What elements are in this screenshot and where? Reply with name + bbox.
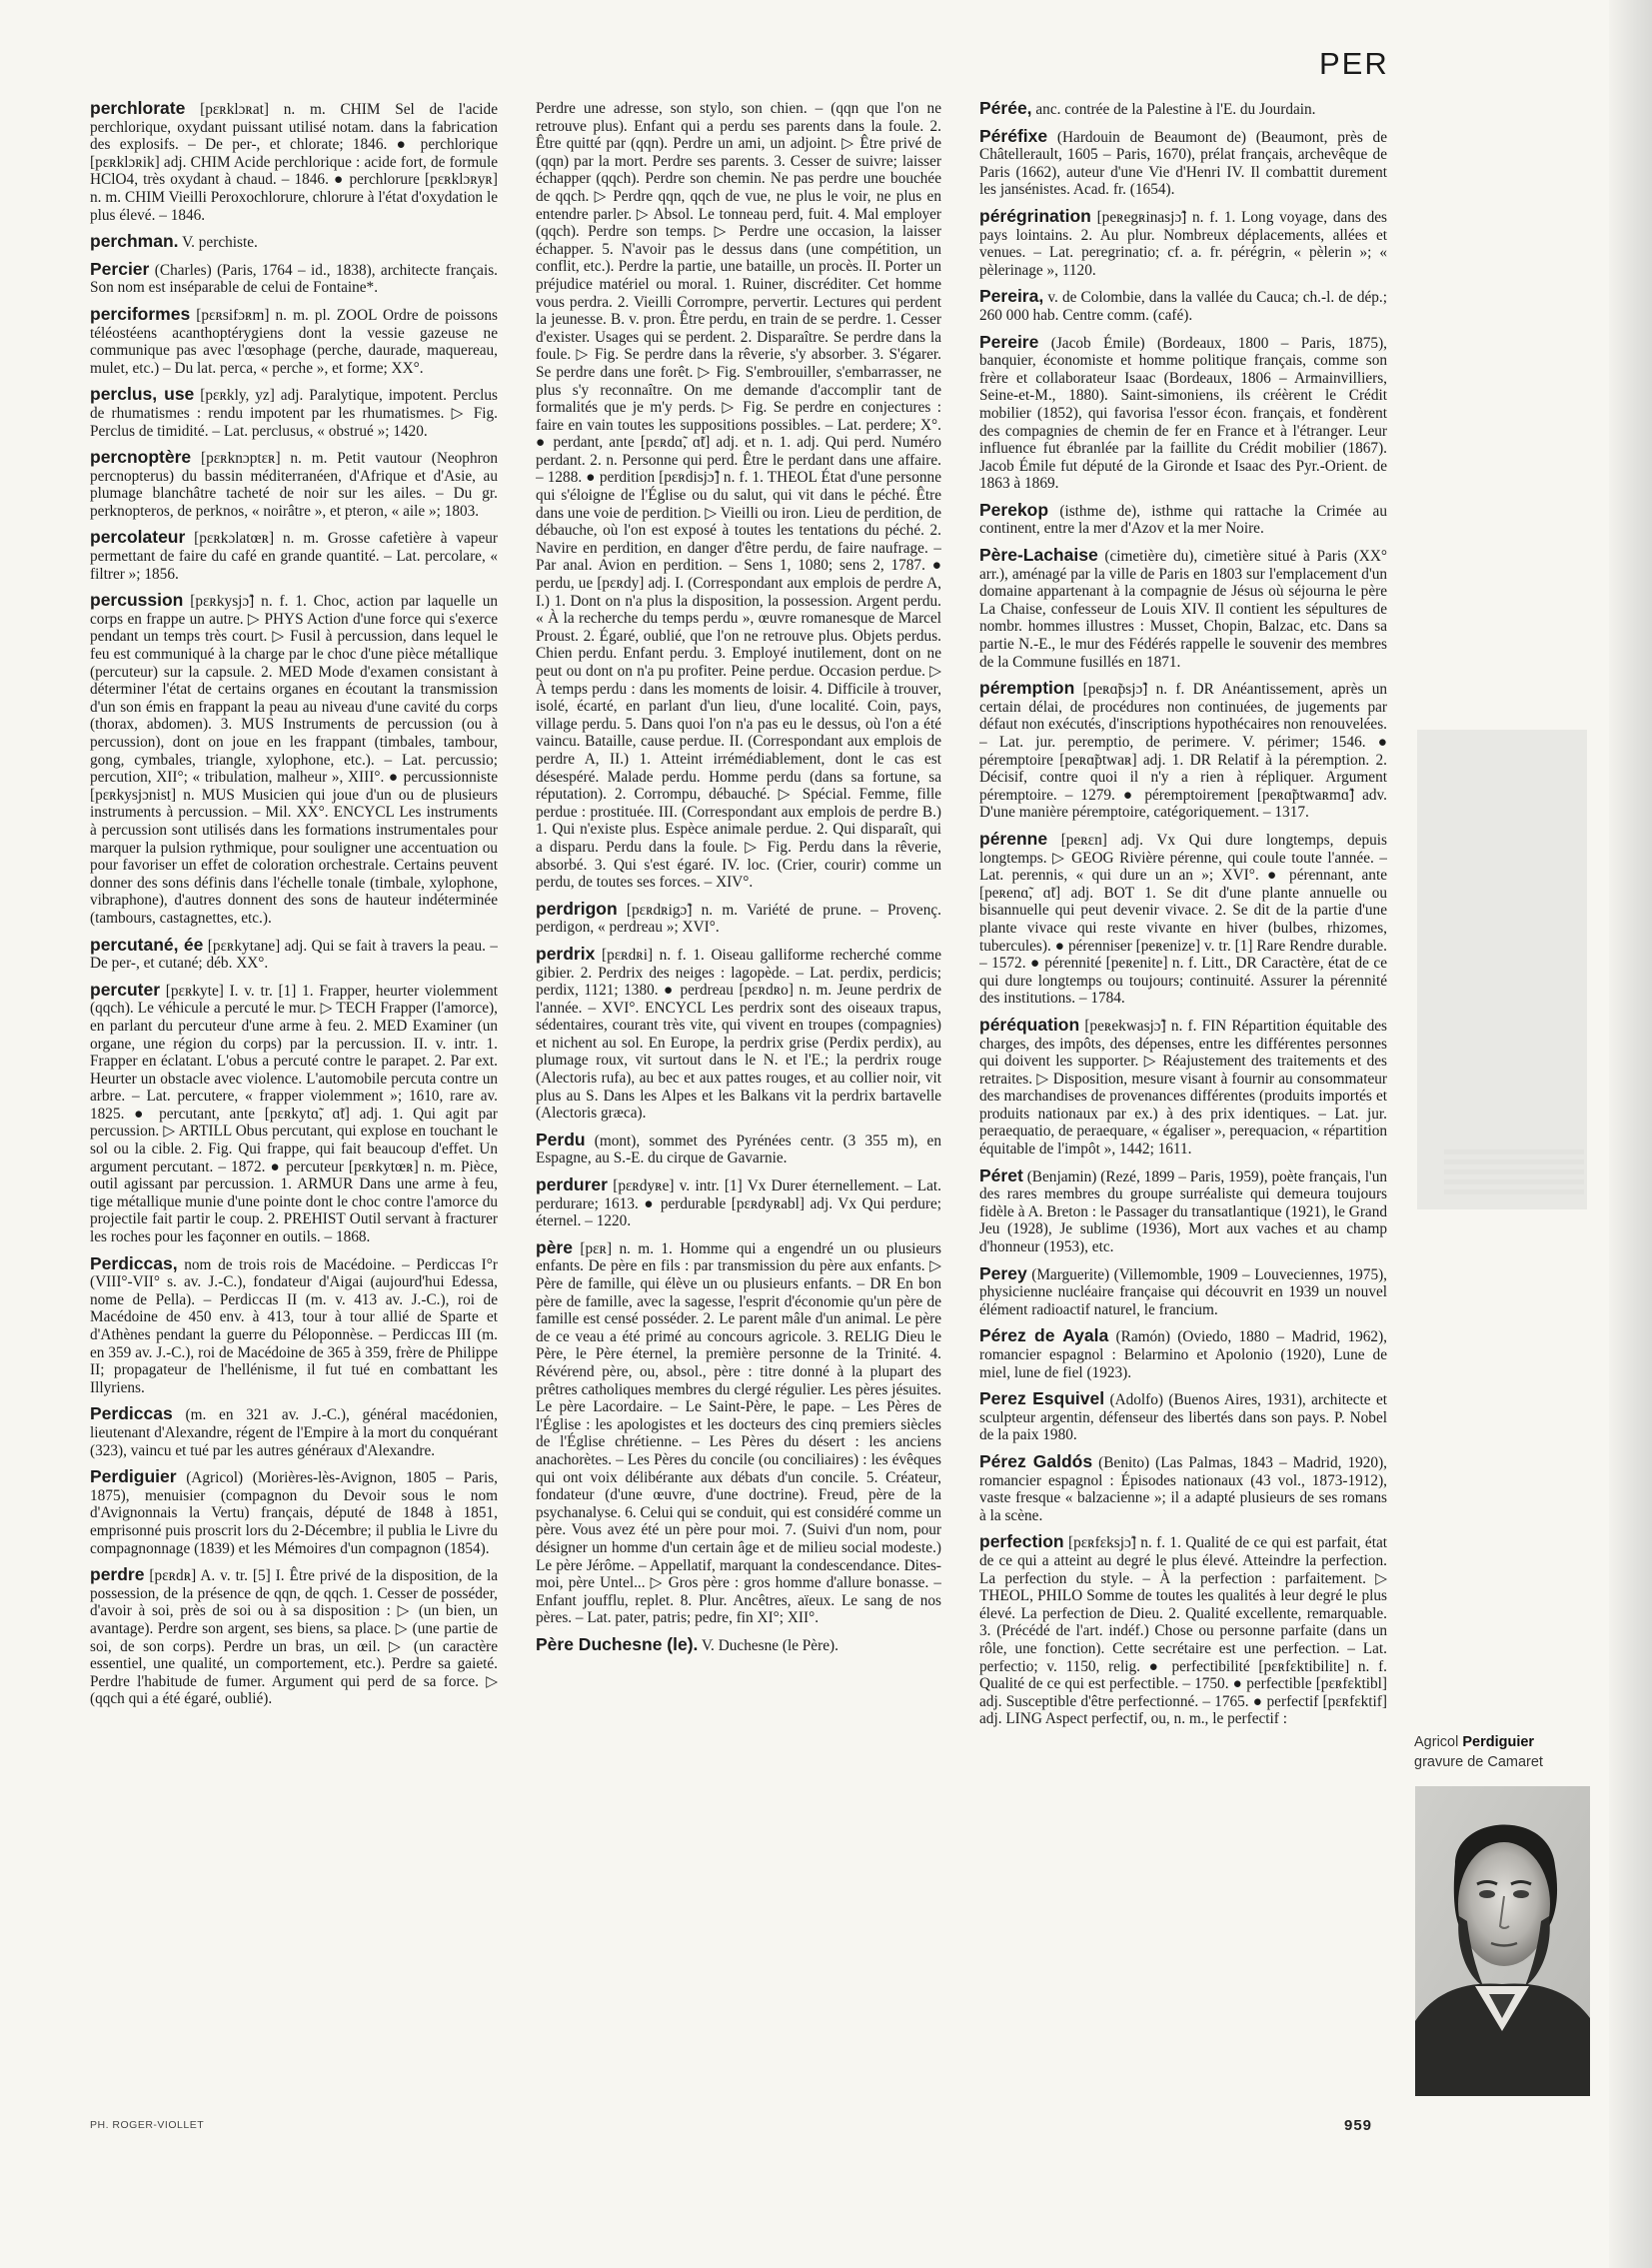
entry-definition: V. Duchesne (le Père). xyxy=(701,1636,838,1654)
entry-headword: percussion xyxy=(90,590,184,611)
dictionary-entry xyxy=(90,934,498,973)
entry-definition: [pɛʀdʀigɔ̃] n. m. Variété de prune. – Provenç. perdigon, « perdreau »; XVI°. xyxy=(536,901,941,937)
entry-headword: perdurer xyxy=(536,1174,608,1195)
dictionary-entry xyxy=(90,1252,498,1397)
entry-definition: [pɛʀsifɔʀm] n. m. pl. ZOOL Ordre de poissons téléostéens acanthoptérygiens dont la vessie gazeuse ne communique pas avec l'œsophage (perche, daurade, maquereau, mulet, etc.) – Du lat. perca, « perche », et forme; XX°. xyxy=(90,306,498,377)
dictionary-entry xyxy=(536,1176,941,1230)
column-middle xyxy=(536,100,941,2099)
entry-headword: percuter xyxy=(90,979,161,1000)
entry-headword: perdre xyxy=(90,1564,145,1585)
entry-headword: perdrigon xyxy=(536,898,618,919)
entry-definition: (isthme de), isthme qui rattache la Crimée au continent, entre la mer d'Azov et la mer Noire. xyxy=(979,502,1387,538)
entry-headword: perchman. xyxy=(90,231,179,252)
entry-definition: [pɛʀklɔʀat] n. m. CHIM Sel de l'acide perchlorique, oxydant puissant utilisé notam. dans la fabrication des explosifs. – De per-, et chlorate; 1846. ● perchlorique [pɛʀklɔʀik] adj. CHIM Acide perchlorique : acide fort, de formule HClO4, très oxydant à chaud. – 1846. ● perchlorure [pɛʀklɔʀyʀ] n. m. CHIM Vieilli Peroxochlorure, chlorure à l'état d'oxydation le plus élevé. – 1846. xyxy=(90,101,498,224)
entry-definition: (Agricol) (Morières-lès-Avignon, 1805 – Paris, 1875), menuisier (compagnon du Devoir sous le nom d'Avignonnais la Vertu) français, député de 1848 à 1851, emprisonné puis proscrit lors du 2-Décembre; il publia le Livre du compagnonnage (1839) et les Mémoires d'un compagnon (1854). xyxy=(90,1469,498,1557)
entry-definition: (cimetière du), cimetière situé à Paris (XX° arr.), aménagé par la ville de Paris en 1803 sur l'emplacement d'un domaine appartenant à la compagnie de Jésus où séjourna le père La Chaise, confesseur de Louis XIV. Il contient les sépultures de nombr. hommes illustres : Musset, Chopin, Balzac, etc. Dans sa partie N.-E., le mur des Fédérés rappelle le souvenir des membres de la Commune fusillés en 1871. xyxy=(979,548,1387,671)
entry-definition: (Benjamin) (Rezé, 1899 – Paris, 1959), poète français, l'un des rares membres du groupe surréaliste qui demeura toujours fidèle à A. Breton : le Passager du transatlantique (1921), le Grand Jeu (1928), Je sublime (1936), Mort aux vaches et au champ d'honneur (1953), etc. xyxy=(979,1167,1387,1256)
entry-headword: Pérez de Ayala xyxy=(979,1325,1109,1346)
entry-definition: [pɛʀkɔlatœʀ] n. m. Grosse cafetière à vapeur permettant de faire du café en grande quantité. – Lat. percolare, « filtrer »; 1856. xyxy=(90,530,498,583)
entry-definition: [pɛʀfɛksjɔ̃] n. f. 1. Qualité de ce qui est parfait, état de ce qui a atteint au degré le plus élevé. Atteindre la perfection. La perfection du style. – À la perfection : parfaitement. ▷ THEOL, PHILO Somme de toutes les qualités à leur degré le plus élevé. La perfection de Dieu. 2. Qualité excellente, remarquable. 3. (Précédé de l'art. indéf.) Chose ou personne parfaite (dans un rôle, une fonction). Cette secrétaire est une perfection. – Lat. perfectio; v. 1150, relig. ● perfectibilité [pɛʀfɛktibilite] n. f. Qualité de ce qui est perfectible. – 1750. ● perfectible [pɛʀfɛktibl] adj. Susceptible d'être perfectionné. – 1765. ● perfectif [pɛʀfɛktif] adj. LING Aspect perfectif, ou, n. m., le perfectif : xyxy=(979,1534,1387,1728)
entry-definition: [pɛʀdʀ] A. v. tr. [5] I. Être privé de la disposition, de la possession, de la présence de qqn, de qqch. 1. Cesser de posséder, d'avoir à soi, près de soi ou à sa disposition : ▷ (un bien, un avantage). Perdre son argent, ses biens, sa place. ▷ (une partie de soi, de son corps). Perdre un bras, un œil. ▷ (un caractère essentiel, une qualité, un comportement, etc.). Perdre sa gaieté. Perdre l'habitude de fumer. Argument qui perd de sa force. ▷ (qqch qui a été égaré, oublié). xyxy=(90,1567,498,1708)
entry-headword: pérégrination xyxy=(979,205,1091,226)
portrait-caption xyxy=(1414,1732,1594,1772)
entry-definition: [pɛʀkytane] adj. Qui se fait à travers la peau. – De per-, et cutané; déb. XX°. xyxy=(90,937,498,973)
entry-definition: (Adolfo) (Buenos Aires, 1931), architecte et sculpteur argentin, défenseur des libertés dans son pays. P. Nobel de la paix 1980. xyxy=(979,1391,1387,1444)
entry-definition: nom de trois rois de Macédoine. – Perdiccas I°r (VIII°-VII° s. av. J.-C.), fondateur d'Aigai (aujourd'hui Edessa, nome de Pella). – Perdiccas II (m. v. 413 av. J.-C.), roi de Macédoine de 450 env. à 413, tour à tour allié de Sparte et d'Athènes pendant la guerre du Péloponnèse. – Perdiccas III (m. en 359 av. J.-C.), roi de Macédoine de 365 à 359, frère de Philippe II; propagateur de l'hellénisme, il fut tué en combattant les Illyriens. xyxy=(90,1255,498,1396)
dictionary-entry xyxy=(979,205,1387,279)
entry-headword: perfection xyxy=(979,1531,1064,1552)
entry-definition: [peʀegʀinasjɔ̃] n. f. 1. Long voyage, dans des pays lointains. 2. Au plur. Nombreux déplacements, allées et venues. – Lat. peregrinatio; cf. a. fr. pérégrin, « pèlerin »; « pèlerinage », 1120. xyxy=(979,208,1387,279)
entry-headword: percutané, ée xyxy=(90,934,204,955)
dictionary-entry xyxy=(979,331,1387,493)
entry-headword: père xyxy=(536,1236,573,1257)
guide-word: PER xyxy=(1319,46,1389,81)
show-through-shadow xyxy=(1417,730,1587,1209)
entry-headword: Perez Esquivel xyxy=(979,1388,1105,1409)
dictionary-entry xyxy=(979,499,1387,538)
dictionary-entry xyxy=(90,529,498,583)
page-number: 959 xyxy=(1344,2117,1373,2134)
entry-headword: Percier xyxy=(90,258,150,279)
entry-headword: Péret xyxy=(979,1164,1023,1185)
caption-surname: Perdiguier xyxy=(1462,1734,1535,1750)
entry-definition: [pɛʀkyte] I. v. tr. [1] 1. Frapper, heurter violemment (qqch). Le véhicule a percuté le mur. ▷ TECH Frapper (l'amorce), en parlant du percuteur d'une arme à feu. 2. MED Examiner (un organe, une région du corps) par la percussion. II. v. intr. 1. Frapper en éclatant. L'obus a percuté contre le parapet. 2. Par ext. Heurter un obstacle avec violence. L'automobile percuta contre un arbre. – Lat. percutere, « frapper violemment »; 1610, rare av. 1825. ● percutant, ante [pɛʀkytɑ̃, ɑ̃t] adj. 1. Qui agit par percussion. ▷ ARTILL Obus percutant, qui explose en touchant le sol ou la cible. 2. Fig. Qui frappe, qui fait beaucoup d'effet. Un argument percutant. – 1872. ● percuteur [pɛʀkytœʀ] n. m. Pièce, outil agissant par percussion. 1. ARMUR Dans une arme à feu, tige métallique munie d'une pointe dont le choc contre l'amorce du projectile fait partir le coup. 2. PREHIST Outil servant à fracturer les roches pour les façonner en outils. – 1868. xyxy=(90,982,498,1246)
entry-definition: [pɛʀ] n. m. 1. Homme qui a engendré un ou plusieurs enfants. De père en fils : par transmission du père aux enfants. ▷ Père de famille, qui élève un ou plusieurs enfants. – DR En bon père de famille, avec la sagesse, l'esprit d'économie qu'un père de famille est censé posséder. 2. Le parent mâle d'un animal. Le père de ce veau a été primé au concours agricole. 3. RELIG Dieu le Père, le Père éternel, la première personne de la Trinité. 4. Révérend père, ou, absol., père : titre donné à la plupart des prêtres catholiques membres du clergé régulier. Les pères jésuites. Le père Lacordaire. – Le Saint-Père, le pape. – Les Pères de l'Église : les apologistes et les docteurs des cinq premiers siècles de l'Église chrétienne. – Les Pères du désert : les anciens anachorètes. – Les Pères du concile (ou conciliaires) : les évêques qui ont voix délibérante aux débats d'un concile. 5. Créateur, fondateur (d'une œuvre, d'une doctrine). Freud, père de la psychanalyse. 6. Celui qui se conduit, qui est considéré comme un père. Vous avez été un père pour moi. 7. (Suivi d'un nom, pour désigner un homme d'un certain âge et de milieu social modeste.) Le père Jérôme. – Appellatif, marquant la condescendance. Dites-moi, père Untel... ▷ Gros père : gros homme d'allure bonasse. – Enfant joufflu, replet. 8. Plur. Ancêtres, aïeux. Le sang de nos pères. – Lat. pater, patris; pedre, fin XI°; XII°. xyxy=(536,1239,941,1627)
entry-headword: perciformes xyxy=(90,303,191,324)
entry-definition: (mont), sommet des Pyrénées centr. (3 355 m), en Espagne, au S.-E. du cirque de Gavarnie. xyxy=(536,1132,941,1167)
portrait-engraving xyxy=(1415,1786,1590,2096)
entry-definition: [peʀɛn] adj. Vx Qui dure longtemps, depuis longtemps. ▷ GEOG Rivière pérenne, qui coule toute l'année. – Lat. perennis, « qui dure un an »; XVI°. ● pérennant, ante [peʀenɑ̃, ɑ̃t] adj. BOT 1. Se dit d'une plante annuelle ou bisannuelle qui peut devenir vivace. 2. Se dit de la partie d'une plante vivace qui reste vivante en hiver (bulbes, rhizomes, tubercules). ● pérenniser [peʀenize] v. tr. [1] Rare Rendre durable. – 1572. ● pérennité [peʀenite] n. f. Litt., DR Caractère, état de ce qui dure longtemps ou toujours; continuité. Assurer la pérennité des institutions. – 1784. xyxy=(979,831,1387,1008)
entry-headword: Pereira, xyxy=(979,286,1044,307)
entry-headword: Perdu xyxy=(536,1129,586,1149)
dictionary-entry xyxy=(979,547,1387,671)
entry-definition: v. de Colombie, dans la vallée du Cauca; ch.-l. de dép.; 260 000 hab. Centre comm. (café). xyxy=(979,289,1387,324)
entry-definition: [pɛʀdyʀe] v. intr. [1] Vx Durer éternellement. – Lat. perdurare; 1613. ● perdurable [pɛʀdyʀabl] adj. Vx Qui perdure; éternel. – 1220. xyxy=(536,1177,941,1230)
dictionary-entry xyxy=(536,100,941,892)
dictionary-entry xyxy=(90,303,498,377)
entry-headword: percnoptère xyxy=(90,447,192,468)
dictionary-entry xyxy=(90,258,498,297)
entry-definition: Perdre une adresse, son stylo, son chien. – (qqn que l'on ne retrouve plus). Enfant qui a perdu ses parents dans la foule. 2. Être quitté par (qqn). Perdre un ami, un adjoint. ▷ Être privé de (qqn) par la mort. Perdre ses parents. 3. Cesser de suivre; laisser échapper (qqch). Perdre son chemin. Ne pas perdre une bouchée de qqch. ▷ Perdre qqn, qqch de vue, ne plus le voir, ne plus en entendre parler. ▷ Absol. Le tonneau perd, fuit. 4. Mal employer (qqch). Perdre son temps. ▷ Perdre une occasion, la laisser échapper. 5. N'avoir pas le dessus dans (une compétition, un conflit, etc.). Perdre la partie, une bataille, un procès. II. Porter un préjudice matériel ou moral. 1. Ruiner, discréditer. Cet homme vous perdra. 2. Vieilli Corrompre, pervertir. Lectures qui perdent la jeunesse. B. v. pron. Être perdu, en train de se perdre. 1. Cesser d'exister. Usages qui se perdent. 2. Disparaître. Se perdre dans la foule. ▷ Fig. Se perdre dans la rêverie, s'y absorber. 3. S'égarer. Se perdre dans une forêt. ▷ Fig. S'embrouiller, s'embarrasser, ne plus s'y reconnaître. On me demande d'accomplir tant de formalités que je m'y perds. ▷ Fig. Se perdre en conjectures : faire en vain toutes les suppositions possibles. – Lat. perdere; X°. ● perdant, ante [pɛʀdɑ̃, ɑ̃t] adj. et n. 1. adj. Qui perd. Numéro perdant. 2. n. Personne qui perd. Être le perdant dans une affaire. – 1288. ● perdition [pɛʀdisjɔ̃] n. f. 1. THEOL État d'une personne qui s'éloigne de l'Église ou du salut, qui vit dans le péché. Être dans une voie de perdition. ▷ Vieilli ou iron. Lieu de perdition, de débauche, où l'on est exposé à toutes les tentations du péché. 2. Navire en perdition, en danger d'être perdu, de faire naufrage. – Par anal. Avion en perdition. – Sens 1, 1080; sens 2, 1787. ● perdu, ue [pɛʀdy] adj. I. (Correspondant aux emplois de perdre A, I.) 1. Dont on n'a plus la disposition, la possession. Argent perdu. « À la recherche du temps perdu », œuvre romanesque de Marcel Proust. 2. Égaré, oublié, que l'on ne retrouve plus. Objets perdus. Chien perdu. Enfant perdu. 3. Employé inutilement, dont on ne peut ou dont on n'a pu profiter. Peine perdue. Occasion perdue. ▷ À temps perdu : dans les moments de loisir. 4. Difficile à trouver, isolé, écarté, en parlant d'un lieu, d'une localité. Coin, pays, village perdu. 5. Dans quoi l'on n'a pas eu le dessus, où l'on a été vaincu. Bataille, cause perdue. II. (Correspondant aux emplois de perdre A, II.) 1. Atteint irrémédiablement, dont le cas est désespéré. Malade perdu. Homme perdu (dans sa fortune, sa réputation). 2. Corrompu, débauché. ▷ Spécial. Femme, fille perdue : prostituée. III. (Correspondant aux emplois de perdre B.) 1. Qui n'existe plus. Espèce animale perdue. 2. Qui disparaît, qui a disparu. Perdu dans la foule. ▷ Fig. Perdu dans la rêverie, absorbé. 3. Qui s'est égaré. IV. loc. (Crier, courir) comme un perdu, de toutes ses forces. – XIV°. xyxy=(536,100,941,892)
dictionary-entry xyxy=(979,1450,1387,1524)
dictionary-entry xyxy=(90,1566,498,1708)
entry-headword: Perdiguier xyxy=(90,1466,177,1487)
entry-headword: Père Duchesne (le). xyxy=(536,1633,699,1654)
dictionary-entry xyxy=(536,898,941,937)
entry-headword: pérenne xyxy=(979,828,1048,849)
entry-headword: perdrix xyxy=(536,943,596,964)
dictionary-entry xyxy=(90,386,498,440)
entry-definition: [peʀɑ̃psjɔ̃] n. f. DR Anéantissement, après un certain délai, de procédures non continuées, de jugements par défaut non exécutés, d'inscriptions hypothécaires non renouvelées. – Lat. jur. peremptio, de perimere. V. périmer; 1546. ● péremptoire [peʀɑ̃ptwaʀ] adj. 1. DR Relatif à la péremption. 2. Décisif, contre quoi il n'y a rien à répliquer. Argument péremptoire. – 1279. ● péremptoirement [peʀɑ̃ptwaʀmɑ̃] adv. D'une manière péremptoire, catégoriquement. – 1317. xyxy=(979,681,1387,822)
column-right xyxy=(979,100,1387,2099)
dictionary-entry xyxy=(979,125,1387,199)
entry-headword: Pérez Galdós xyxy=(979,1450,1093,1471)
dictionary-entry xyxy=(536,1129,941,1167)
entry-definition: (Marguerite) (Villemomble, 1909 – Louveciennes, 1975), physicienne nucléaire française qui découvrit en 1939 un nouvel élément radioactif naturel, le francium. xyxy=(979,1265,1387,1318)
dictionary-entry xyxy=(90,592,498,927)
entry-definition: [pɛʀkysjɔ̃] n. f. 1. Choc, action par laquelle un corps en frappe un autre. ▷ PHYS Action d'une force qui s'exerce pendant un temps très court. ▷ Fusil à percussion, dans lequel le feu est communiqué à la charge par le choc d'une pièce métallique (percuteur) sur la capsule. 2. MED Mode d'examen consistant à déterminer l'état de certains organes en écoutant la transmission d'un son émis en frappant la peau au niveau d'une cavité du corps (thorax, abdomen). 3. MUS Instruments de percussion (ou à percussion), dont on joue en les frappant (timbales, tambour, gong, cymbales, triangle, xylophone, etc.). – Lat. percussio; percution, XII°; « tribulation, malheur », XIII°. ● percussionniste [pɛʀkysjɔnist] n. MUS Musicien qui joue d'un ou de plusieurs instruments à percussion. – Mil. XX°. ENCYCL Les instruments à percussion sont utilisés dans les formations instrumentales pour marquer la pulsion rythmique, pour souligner une accentuation ou pour favoriser un effet de coloration orchestrale. Certains peuvent donner des sons définis dans l'échelle tonale (timbale, xylophone, vibraphone), d'autres donnent des sons de hauteur indéterminée (tambours, castagnettes, etc.). xyxy=(90,593,498,927)
entry-definition: (Charles) (Paris, 1764 – id., 1838), architecte français. Son nom est inséparable de celui de Fontaine*. xyxy=(90,261,498,297)
entry-definition: (Jacob Émile) (Bordeaux, 1800 – Paris, 1875), banquier, économiste et homme politique français, comme son frère et collaborateur Isaac (Bordeaux, 1806 – Armainvilliers, Seine-et-M., 1880). Saint-simoniens, ils créèrent le Crédit mobilier (1852), qui favorisa l'essor écon. français, et fondèrent des compagnies de chemin de fer en France et à l'étranger. Leur influence fut ébranlée par la faillite du Crédit mobilier (1867). Jacob Émile fut député de la Gironde et Isaac des Pyr.-Orient. de 1863 à 1869. xyxy=(979,334,1387,493)
dictionary-entry xyxy=(90,449,498,520)
entry-headword: Perdiccas xyxy=(90,1403,173,1424)
entry-definition: anc. contrée de la Palestine à l'E. du Jourdain. xyxy=(1035,101,1316,118)
dictionary-entry xyxy=(90,100,498,224)
dictionary-entry xyxy=(979,1164,1387,1256)
dictionary-entry xyxy=(979,1390,1387,1444)
entry-headword: percolateur xyxy=(90,527,186,548)
photo-credit: PH. ROGER-VIOLLET xyxy=(90,2119,205,2131)
dictionary-entry xyxy=(90,979,498,1246)
dictionary-entry xyxy=(536,1633,941,1655)
entry-headword: péréquation xyxy=(979,1014,1080,1035)
entry-headword: Pérée, xyxy=(979,100,1032,118)
dictionary-entry xyxy=(979,1533,1387,1728)
dictionary-entry xyxy=(979,1262,1387,1319)
dictionary-entry xyxy=(90,1468,498,1557)
page-edge xyxy=(1609,0,1652,2268)
entry-definition: [pɛʀkly, yz] adj. Paralytique, impotent. Perclus de rhumatismes : rendu impotent par les rhumatismes. ▷ Fig. Perclus de timidité. – Lat. perclusus, « obstrué »; 1420. xyxy=(90,387,498,440)
entry-headword: péremption xyxy=(979,678,1075,699)
entry-headword: perchlorate xyxy=(90,100,186,118)
entry-headword: perclus, use xyxy=(90,384,195,405)
entry-headword: Perey xyxy=(979,1262,1027,1283)
entry-headword: Péréfixe xyxy=(979,125,1048,146)
dictionary-entry xyxy=(979,1327,1387,1381)
dictionary-entry xyxy=(979,1014,1387,1158)
dictionary-entry xyxy=(536,943,941,1123)
dictionary-entry xyxy=(90,1405,498,1459)
column-left xyxy=(90,100,498,2099)
dictionary-entry xyxy=(979,680,1387,822)
portrait-illustration xyxy=(1415,1786,1590,2096)
entry-definition: V. perchiste. xyxy=(182,234,258,252)
entry-headword: Perekop xyxy=(979,499,1049,520)
entry-definition: [pɛʀknɔptɛʀ] n. m. Petit vautour (Neophron percnopterus) du bassin méditerranéen, d'Afrique et d'Asie, au plumage blanchâtre tacheté de noir sur les ailes. – Du gr. perknopteros, de perknos, « noirâtre », et pteron, « aile »; 1803. xyxy=(90,450,498,520)
caption-first-name: Agricol xyxy=(1414,1734,1459,1750)
entry-headword: Père-Lachaise xyxy=(979,545,1098,566)
dictionary-entry xyxy=(90,233,498,252)
entry-definition: (m. en 321 av. J.-C.), général macédonien, lieutenant d'Alexandre, régent de l'Empire à la mort du conquérant (323), vaincu et tué par les autres généraux d'Alexandre. xyxy=(90,1406,498,1459)
entry-definition: [pɛʀdʀi] n. f. 1. Oiseau galliforme recherché comme gibier. 2. Perdrix des neiges : lagopède. – Lat. perdix, perdicis; perdix, 1121; 1380. ● perdreau [pɛʀdʀo] n. m. Jeune perdrix de l'année. – XVI°. ENCYCL Les perdrix sont des oiseaux trapus, sédentaires, courant très vite, qui vivent en troupes (compagnies) et nichent au sol. En Europe, la perdrix grise (Perdix perdix), au plumage roux, vit surtout dans le N. et l'E.; la perdrix rouge (Alectoris rufa), au bec et aux pattes rouges, et au collier noir, vit plus au S. Dans les Alpes et les Balkans vit la perdrix bartavelle (Alectoris græca). xyxy=(536,946,941,1123)
entry-headword: Pereire xyxy=(979,331,1039,352)
dictionary-entry xyxy=(979,288,1387,324)
entry-definition: (Benito) (Las Palmas, 1843 – Madrid, 1920), romancier espagnol : Épisodes nationaux (43 vol., 1873-1912), vaste fresque « balzacienne »; il a adapté plusieurs de ses romans à la scène. xyxy=(979,1453,1387,1524)
entry-headword: Perdiccas, xyxy=(90,1252,178,1273)
dictionary-entry xyxy=(979,828,1387,1008)
caption-line2: gravure de Camaret xyxy=(1414,1754,1543,1770)
dictionary-entry xyxy=(979,100,1387,119)
entry-definition: [peʀekwasjɔ̃] n. f. FIN Répartition équitable des charges, des impôts, des dépenses, entre les différentes personnes qui doivent les supporter. ▷ Réajustement des traitements et des retraites. ▷ Disposition, mesure visant à fournir au consommateur des marchandises de provenances différentes (produits importés et produits nationaux par ex.) à des prix identiques. – Lat. jur. peraequatio, de peraequare, « égaliser », perequacion, « répartition équitable de l'impôt », 1442; 1611. xyxy=(979,1017,1387,1158)
entry-definition: (Hardouin de Beaumont de) (Beaumont, près de Châtellerault, 1605 – Paris, 1670), prélat français, archevêque de Paris (1662), auteur d'une Vie d'Henri IV. Il combattit durement les jansénistes. Acad. fr. (1654). xyxy=(979,128,1387,199)
show-through-text xyxy=(1444,1149,1584,1199)
dictionary-entry xyxy=(536,1236,941,1627)
entry-definition: (Ramón) (Oviedo, 1880 – Madrid, 1962), romancier espagnol : Belarmino et Apolonio (1920), Lune de miel, lune de fiel (1923). xyxy=(979,1328,1387,1381)
